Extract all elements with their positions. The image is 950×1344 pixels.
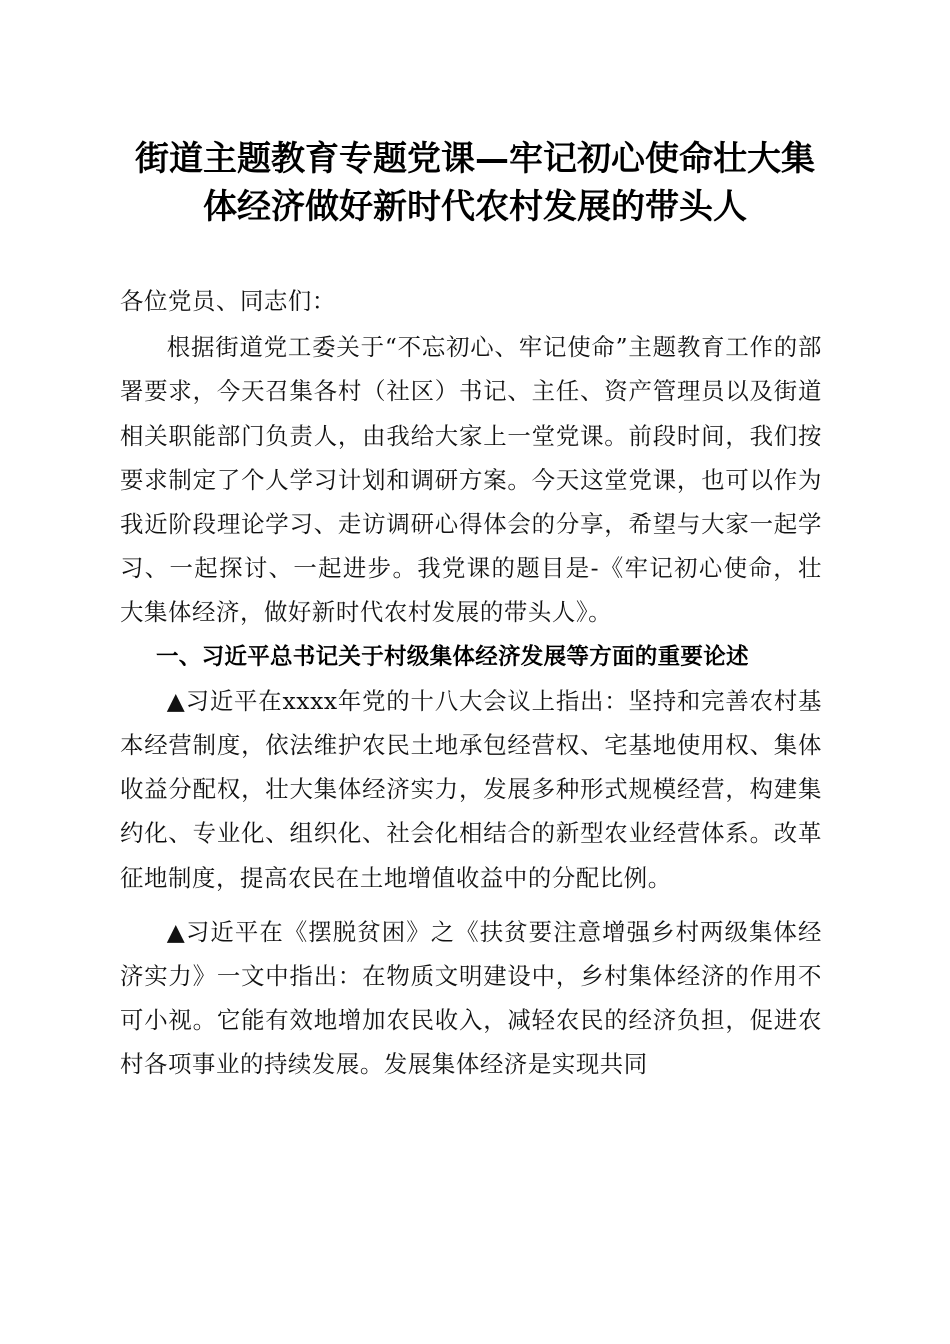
document-title [100, 135, 850, 231]
title-line-1: 街道主题教育专题党课—牢记初心使命壮大集 [135, 139, 815, 179]
triangle-bullet-icon: ▲ [166, 917, 186, 946]
intro-paragraph: 根据街道党工委关于“不忘初心、牢记使命”主题教育工作的部署要求，今天召集各村（社区）书记、主任、资产管理员以及街道相关职能部门负责人，由我给大家上一堂党课。前段时间，我们按要求制定了个人学习计划和调研方案。今天这堂党课，也可以作为我近阶段理论学习、走访调研心得体会的分享，希望与大家一起学习、一起探讨、一起进步。我党课的题目是-《牢记初心使命，壮大集体经济，做好新时代农村发展的带头人》。 [120, 333, 822, 627]
section-1-heading: 一、习近平总书记关于村级集体经济发展等方面的重要论述 [156, 643, 749, 670]
quote-2-text: 习近平在《摆脱贫困》之《扶贫要注意增强乡村两级集体经济实力》一文中指出：在物质文明建设中，乡村集体经济的作用不可小视。它能有效地增加农民收入，减轻农民的经济负担，促进农村各项事业的持续发展。发展集体经济是实现共同 [120, 917, 822, 1079]
document-body [120, 279, 822, 1087]
quote-2-paragraph [120, 910, 822, 1087]
greeting: 各位党员、同志们： [120, 287, 336, 315]
triangle-bullet-icon: ▲ [166, 686, 186, 715]
quote-1-text: 习近平在xxxx年党的十八大会议上指出：坚持和完善农村基本经营制度，依法维护农民土地承包经营权、宅基地使用权、集体收益分配权，壮大集体经济实力，发展多种形式规模经营，构建集约化、专业化、组织化、社会化相结合的新型农业经营体系。改革征地制度，提高农民在土地增值收益中的分配比例。 [120, 686, 822, 892]
title-line-2: 体经济做好新时代农村发展的带头人 [203, 187, 747, 227]
quote-1-paragraph [120, 679, 822, 900]
